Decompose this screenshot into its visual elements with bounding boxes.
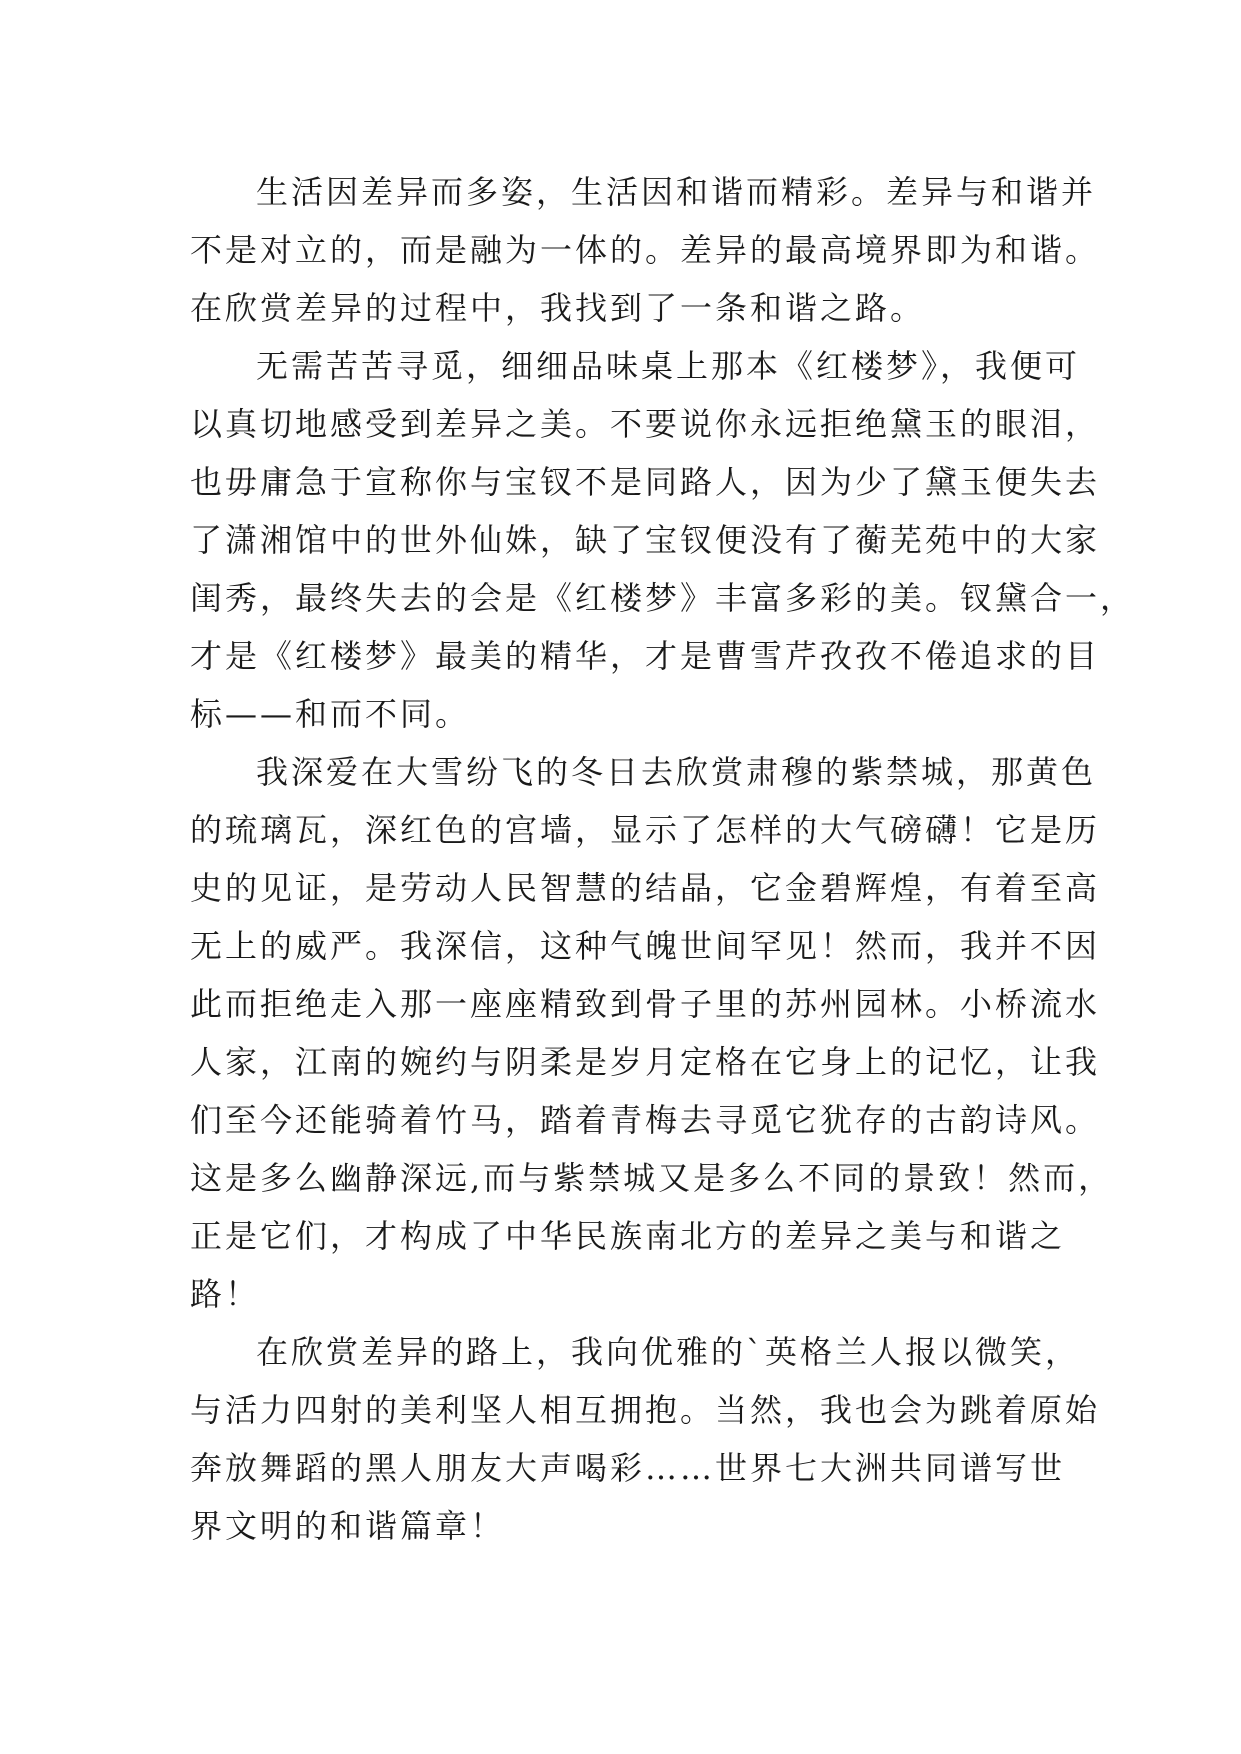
text-line: 路！: [190, 1275, 261, 1313]
document-body: [190, 163, 1136, 1555]
text-line: 闺秀，最终失去的会是《红楼梦》丰富多彩的美。钗黛合一，: [190, 579, 1136, 617]
text-line: 标——和而不同。: [190, 695, 471, 733]
text-line: 生活因差异而多姿，生活因和谐而精彩。差异与和谐并: [256, 173, 1097, 211]
text-line: 史的见证，是劳动人民智慧的结晶，它金碧辉煌，有着至高: [190, 869, 1101, 907]
text-line: 们至今还能骑着竹马，踏着青梅去寻觅它犹存的古韵诗风。: [190, 1101, 1101, 1139]
text-line: 我深爱在大雪纷飞的冬日去欣赏肃穆的紫禁城，那黄色: [256, 753, 1097, 791]
paragraph: [190, 1323, 1101, 1555]
text-line: 无上的威严。我深信，这种气魄世间罕见！然而，我并不因: [190, 927, 1101, 965]
text-line: 此而拒绝走入那一座座精致到骨子里的苏州园林。小桥流水: [190, 985, 1101, 1023]
text-line: 与活力四射的美利坚人相互拥抱。当然，我也会为跳着原始: [190, 1391, 1101, 1429]
text-line: 奔放舞蹈的黑人朋友大声喝彩……世界七大洲共同谱写世: [190, 1449, 1066, 1487]
text-line: 也毋庸急于宣称你与宝钗不是同路人，因为少了黛玉便失去: [190, 463, 1101, 501]
text-line: 正是它们，才构成了中华民族南北方的差异之美与和谐之: [190, 1217, 1066, 1255]
text-line: 不是对立的，而是融为一体的。差异的最高境界即为和谐。: [190, 231, 1101, 269]
text-line: 的琉璃瓦，深红色的宫墙，显示了怎样的大气磅礴！它是历: [190, 811, 1101, 849]
text-line: 了潇湘馆中的世外仙姝，缺了宝钗便没有了蘅芜苑中的大家: [190, 521, 1101, 559]
text-line: 以真切地感受到差异之美。不要说你永远拒绝黛玉的眼泪，: [190, 405, 1101, 443]
text-line: 人家，江南的婉约与阴柔是岁月定格在它身上的记忆，让我: [190, 1043, 1101, 1081]
text-line: 在欣赏差异的路上，我向优雅的`英格兰人报以微笑，: [256, 1333, 1081, 1371]
text-line: 在欣赏差异的过程中，我找到了一条和谐之路。: [190, 289, 926, 327]
text-line: 界文明的和谐篇章！: [190, 1507, 506, 1545]
text-line: 这是多么幽静深远,而与紫禁城又是多么不同的景致！然而，: [190, 1159, 1114, 1197]
paragraph: [190, 163, 1101, 337]
text-line: 无需苦苦寻觅，细细品味桌上那本《红楼梦》，我便可: [256, 347, 1081, 385]
text-line: 才是《红楼梦》最美的精华，才是曹雪芹孜孜不倦追求的目: [190, 637, 1101, 675]
paragraph: [190, 337, 1136, 743]
paragraph: [190, 743, 1114, 1323]
